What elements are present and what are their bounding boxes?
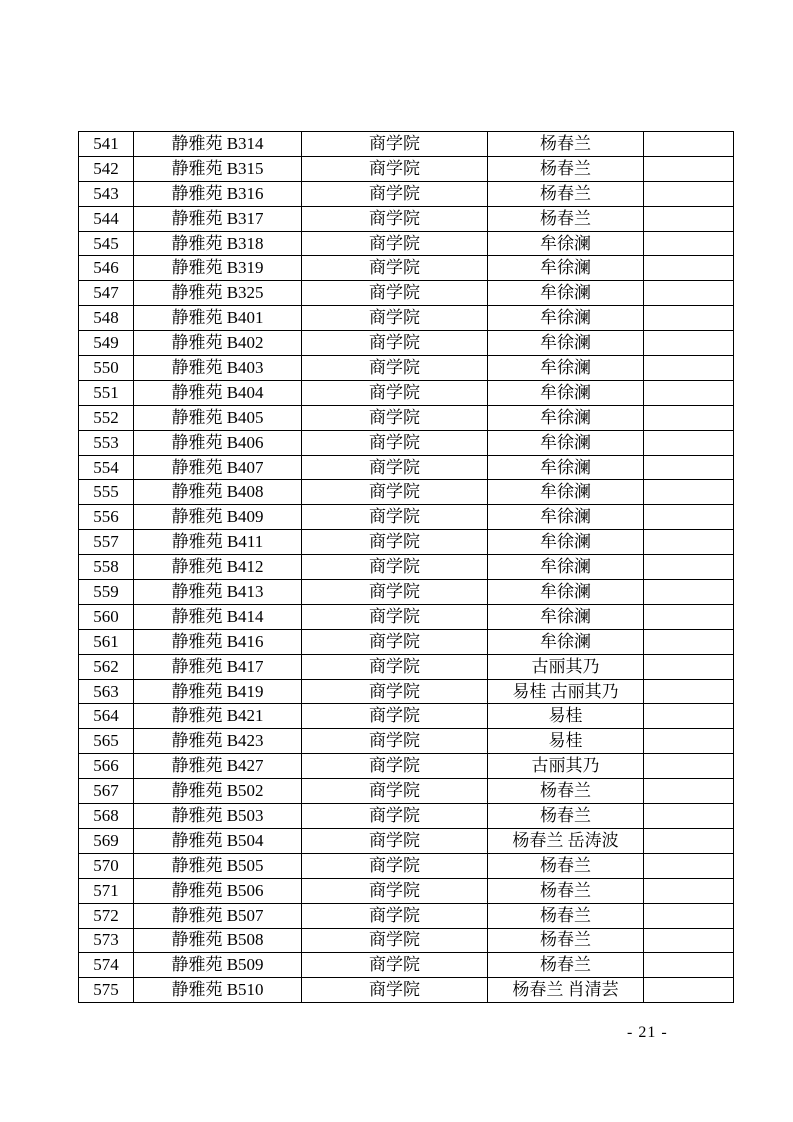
college-cell: 商学院 xyxy=(302,654,488,679)
college-cell: 商学院 xyxy=(302,978,488,1003)
advisor-cell: 牟徐澜 xyxy=(488,331,644,356)
table-row xyxy=(79,654,734,679)
college-cell: 商学院 xyxy=(302,903,488,928)
row-number-cell: 547 xyxy=(79,281,134,306)
room-cell: 静雅苑 B504 xyxy=(134,828,302,853)
advisor-cell: 牟徐澜 xyxy=(488,281,644,306)
table-row xyxy=(79,853,734,878)
row-number-cell: 564 xyxy=(79,704,134,729)
room-cell: 静雅苑 B314 xyxy=(134,132,302,157)
college-cell: 商学院 xyxy=(302,132,488,157)
table-row xyxy=(79,430,734,455)
note-cell xyxy=(644,903,734,928)
table-row xyxy=(79,455,734,480)
college-cell: 商学院 xyxy=(302,779,488,804)
college-cell: 商学院 xyxy=(302,928,488,953)
college-cell: 商学院 xyxy=(302,754,488,779)
college-cell: 商学院 xyxy=(302,853,488,878)
college-cell: 商学院 xyxy=(302,828,488,853)
table-row xyxy=(79,978,734,1003)
row-number-cell: 569 xyxy=(79,828,134,853)
row-number-cell: 573 xyxy=(79,928,134,953)
advisor-cell: 易桂 xyxy=(488,704,644,729)
row-number-cell: 541 xyxy=(79,132,134,157)
note-cell xyxy=(644,729,734,754)
room-cell: 静雅苑 B315 xyxy=(134,156,302,181)
note-cell xyxy=(644,978,734,1003)
note-cell xyxy=(644,331,734,356)
row-number-cell: 563 xyxy=(79,679,134,704)
room-cell: 静雅苑 B405 xyxy=(134,405,302,430)
row-number-cell: 556 xyxy=(79,505,134,530)
college-cell: 商学院 xyxy=(302,480,488,505)
table-body xyxy=(79,132,734,1003)
college-cell: 商学院 xyxy=(302,555,488,580)
note-cell xyxy=(644,629,734,654)
row-number-cell: 557 xyxy=(79,530,134,555)
room-cell: 静雅苑 B421 xyxy=(134,704,302,729)
table-row xyxy=(79,206,734,231)
table-row xyxy=(79,380,734,405)
college-cell: 商学院 xyxy=(302,405,488,430)
page-number: - 21 - xyxy=(627,1024,668,1041)
note-cell xyxy=(644,306,734,331)
advisor-cell: 杨春兰 xyxy=(488,181,644,206)
advisor-cell: 牟徐澜 xyxy=(488,580,644,605)
row-number-cell: 575 xyxy=(79,978,134,1003)
room-cell: 静雅苑 B402 xyxy=(134,331,302,356)
row-number-cell: 555 xyxy=(79,480,134,505)
table-row xyxy=(79,704,734,729)
row-number-cell: 565 xyxy=(79,729,134,754)
advisor-cell: 牟徐澜 xyxy=(488,356,644,381)
advisor-cell: 牟徐澜 xyxy=(488,604,644,629)
row-number-cell: 544 xyxy=(79,206,134,231)
advisor-cell: 易桂 xyxy=(488,729,644,754)
room-cell: 静雅苑 B411 xyxy=(134,530,302,555)
room-cell: 静雅苑 B412 xyxy=(134,555,302,580)
note-cell xyxy=(644,480,734,505)
room-cell: 静雅苑 B510 xyxy=(134,978,302,1003)
college-cell: 商学院 xyxy=(302,356,488,381)
college-cell: 商学院 xyxy=(302,629,488,654)
advisor-cell: 杨春兰 xyxy=(488,928,644,953)
note-cell xyxy=(644,405,734,430)
college-cell: 商学院 xyxy=(302,505,488,530)
room-cell: 静雅苑 B413 xyxy=(134,580,302,605)
row-number-cell: 559 xyxy=(79,580,134,605)
row-number-cell: 546 xyxy=(79,256,134,281)
room-cell: 静雅苑 B507 xyxy=(134,903,302,928)
table-row xyxy=(79,804,734,829)
row-number-cell: 562 xyxy=(79,654,134,679)
note-cell xyxy=(644,281,734,306)
advisor-cell: 杨春兰 xyxy=(488,953,644,978)
dormitory-table xyxy=(78,131,734,1003)
row-number-cell: 567 xyxy=(79,779,134,804)
row-number-cell: 548 xyxy=(79,306,134,331)
room-cell: 静雅苑 B503 xyxy=(134,804,302,829)
table-row xyxy=(79,729,734,754)
row-number-cell: 566 xyxy=(79,754,134,779)
advisor-cell: 杨春兰 xyxy=(488,804,644,829)
college-cell: 商学院 xyxy=(302,878,488,903)
college-cell: 商学院 xyxy=(302,729,488,754)
note-cell xyxy=(644,156,734,181)
college-cell: 商学院 xyxy=(302,530,488,555)
row-number-cell: 554 xyxy=(79,455,134,480)
advisor-cell: 杨春兰 肖清芸 xyxy=(488,978,644,1003)
college-cell: 商学院 xyxy=(302,206,488,231)
table-row xyxy=(79,604,734,629)
college-cell: 商学院 xyxy=(302,455,488,480)
row-number-cell: 574 xyxy=(79,953,134,978)
advisor-cell: 牟徐澜 xyxy=(488,629,644,654)
advisor-cell: 杨春兰 xyxy=(488,779,644,804)
note-cell xyxy=(644,853,734,878)
advisor-cell: 牟徐澜 xyxy=(488,530,644,555)
note-cell xyxy=(644,828,734,853)
table-row xyxy=(79,231,734,256)
note-cell xyxy=(644,455,734,480)
note-cell xyxy=(644,132,734,157)
note-cell xyxy=(644,530,734,555)
table-row xyxy=(79,953,734,978)
table-row xyxy=(79,156,734,181)
table-row xyxy=(79,754,734,779)
college-cell: 商学院 xyxy=(302,181,488,206)
row-number-cell: 545 xyxy=(79,231,134,256)
college-cell: 商学院 xyxy=(302,156,488,181)
note-cell xyxy=(644,604,734,629)
row-number-cell: 558 xyxy=(79,555,134,580)
college-cell: 商学院 xyxy=(302,256,488,281)
table-row xyxy=(79,828,734,853)
room-cell: 静雅苑 B506 xyxy=(134,878,302,903)
row-number-cell: 561 xyxy=(79,629,134,654)
room-cell: 静雅苑 B316 xyxy=(134,181,302,206)
table-row xyxy=(79,256,734,281)
room-cell: 静雅苑 B508 xyxy=(134,928,302,953)
table-row xyxy=(79,281,734,306)
advisor-cell: 杨春兰 xyxy=(488,903,644,928)
room-cell: 静雅苑 B505 xyxy=(134,853,302,878)
table-row xyxy=(79,530,734,555)
note-cell xyxy=(644,679,734,704)
note-cell xyxy=(644,231,734,256)
college-cell: 商学院 xyxy=(302,231,488,256)
advisor-cell: 牟徐澜 xyxy=(488,505,644,530)
room-cell: 静雅苑 B408 xyxy=(134,480,302,505)
college-cell: 商学院 xyxy=(302,580,488,605)
row-number-cell: 552 xyxy=(79,405,134,430)
note-cell xyxy=(644,380,734,405)
advisor-cell: 杨春兰 xyxy=(488,156,644,181)
table-row xyxy=(79,505,734,530)
row-number-cell: 543 xyxy=(79,181,134,206)
note-cell xyxy=(644,580,734,605)
note-cell xyxy=(644,256,734,281)
advisor-cell: 古丽其乃 xyxy=(488,754,644,779)
table-row xyxy=(79,405,734,430)
college-cell: 商学院 xyxy=(302,430,488,455)
college-cell: 商学院 xyxy=(302,953,488,978)
room-cell: 静雅苑 B325 xyxy=(134,281,302,306)
row-number-cell: 551 xyxy=(79,380,134,405)
advisor-cell: 牟徐澜 xyxy=(488,231,644,256)
table-row xyxy=(79,679,734,704)
note-cell xyxy=(644,704,734,729)
row-number-cell: 550 xyxy=(79,356,134,381)
advisor-cell: 牟徐澜 xyxy=(488,480,644,505)
advisor-cell: 易桂 古丽其乃 xyxy=(488,679,644,704)
room-cell: 静雅苑 B406 xyxy=(134,430,302,455)
note-cell xyxy=(644,181,734,206)
note-cell xyxy=(644,555,734,580)
room-cell: 静雅苑 B509 xyxy=(134,953,302,978)
college-cell: 商学院 xyxy=(302,804,488,829)
advisor-cell: 牟徐澜 xyxy=(488,306,644,331)
advisor-cell: 牟徐澜 xyxy=(488,256,644,281)
row-number-cell: 571 xyxy=(79,878,134,903)
row-number-cell: 553 xyxy=(79,430,134,455)
advisor-cell: 杨春兰 xyxy=(488,853,644,878)
note-cell xyxy=(644,754,734,779)
college-cell: 商学院 xyxy=(302,331,488,356)
room-cell: 静雅苑 B417 xyxy=(134,654,302,679)
room-cell: 静雅苑 B427 xyxy=(134,754,302,779)
table-row xyxy=(79,331,734,356)
note-cell xyxy=(644,505,734,530)
college-cell: 商学院 xyxy=(302,306,488,331)
note-cell xyxy=(644,878,734,903)
advisor-cell: 杨春兰 xyxy=(488,878,644,903)
advisor-cell: 杨春兰 岳涛波 xyxy=(488,828,644,853)
table-row xyxy=(79,480,734,505)
note-cell xyxy=(644,356,734,381)
table-row xyxy=(79,181,734,206)
table-row xyxy=(79,903,734,928)
row-number-cell: 572 xyxy=(79,903,134,928)
room-cell: 静雅苑 B401 xyxy=(134,306,302,331)
advisor-cell: 杨春兰 xyxy=(488,132,644,157)
advisor-cell: 牟徐澜 xyxy=(488,405,644,430)
room-cell: 静雅苑 B502 xyxy=(134,779,302,804)
college-cell: 商学院 xyxy=(302,380,488,405)
college-cell: 商学院 xyxy=(302,679,488,704)
advisor-cell: 牟徐澜 xyxy=(488,380,644,405)
advisor-cell: 牟徐澜 xyxy=(488,555,644,580)
row-number-cell: 568 xyxy=(79,804,134,829)
college-cell: 商学院 xyxy=(302,281,488,306)
note-cell xyxy=(644,206,734,231)
room-cell: 静雅苑 B404 xyxy=(134,380,302,405)
table-row xyxy=(79,132,734,157)
room-cell: 静雅苑 B423 xyxy=(134,729,302,754)
advisor-cell: 古丽其乃 xyxy=(488,654,644,679)
table-row xyxy=(79,580,734,605)
note-cell xyxy=(644,654,734,679)
college-cell: 商学院 xyxy=(302,604,488,629)
room-cell: 静雅苑 B319 xyxy=(134,256,302,281)
room-cell: 静雅苑 B318 xyxy=(134,231,302,256)
room-cell: 静雅苑 B414 xyxy=(134,604,302,629)
table-row xyxy=(79,928,734,953)
table-row xyxy=(79,356,734,381)
room-cell: 静雅苑 B403 xyxy=(134,356,302,381)
table-row xyxy=(79,878,734,903)
row-number-cell: 570 xyxy=(79,853,134,878)
note-cell xyxy=(644,430,734,455)
advisor-cell: 牟徐澜 xyxy=(488,430,644,455)
room-cell: 静雅苑 B416 xyxy=(134,629,302,654)
room-cell: 静雅苑 B419 xyxy=(134,679,302,704)
room-cell: 静雅苑 B409 xyxy=(134,505,302,530)
row-number-cell: 542 xyxy=(79,156,134,181)
note-cell xyxy=(644,953,734,978)
row-number-cell: 549 xyxy=(79,331,134,356)
table-row xyxy=(79,306,734,331)
advisor-cell: 杨春兰 xyxy=(488,206,644,231)
advisor-cell: 牟徐澜 xyxy=(488,455,644,480)
table-row xyxy=(79,555,734,580)
college-cell: 商学院 xyxy=(302,704,488,729)
room-cell: 静雅苑 B407 xyxy=(134,455,302,480)
table-row xyxy=(79,779,734,804)
note-cell xyxy=(644,928,734,953)
row-number-cell: 560 xyxy=(79,604,134,629)
room-cell: 静雅苑 B317 xyxy=(134,206,302,231)
note-cell xyxy=(644,804,734,829)
table-row xyxy=(79,629,734,654)
note-cell xyxy=(644,779,734,804)
